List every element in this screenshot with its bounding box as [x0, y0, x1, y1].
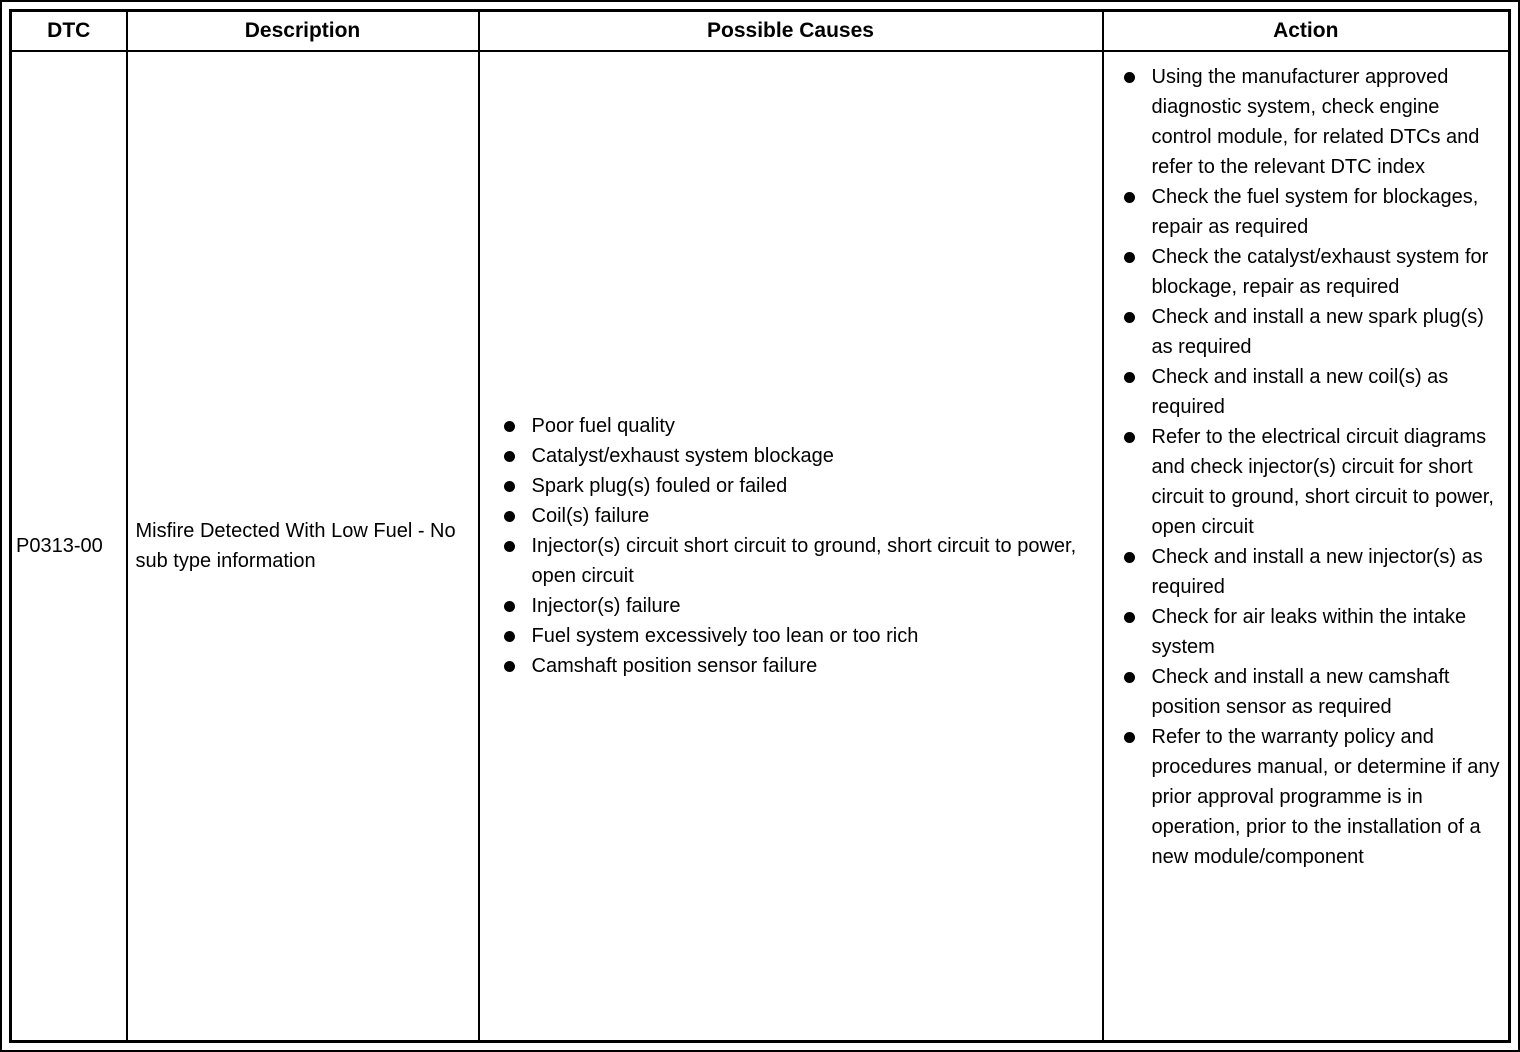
list-item	[1122, 182, 1501, 242]
bullet-icon	[1124, 432, 1135, 443]
list-item	[1122, 62, 1501, 182]
list-item-text: Check the fuel system for blockages, repair as required	[1151, 185, 1479, 238]
list-item-text: Coil(s) failure	[531, 504, 650, 527]
bullet-icon	[1124, 612, 1135, 623]
list-item	[502, 531, 1092, 591]
list-item-text: Catalyst/exhaust system blockage	[531, 444, 834, 467]
table-row	[11, 51, 1510, 1042]
list-item	[1122, 542, 1501, 602]
list-item	[1122, 362, 1501, 422]
column-header-dtc: DTC	[11, 11, 127, 51]
list-item	[502, 651, 1092, 681]
list-item	[1122, 302, 1501, 362]
possible-causes-cell	[479, 51, 1103, 1042]
list-item	[1122, 602, 1501, 662]
bullet-icon	[1124, 552, 1135, 563]
description-text: Misfire Detected With Low Fuel - No sub type information	[135, 519, 456, 572]
list-item	[1122, 242, 1501, 302]
list-item-text: Check and install a new camshaft position sensor as required	[1151, 665, 1450, 718]
description-cell	[127, 51, 479, 1042]
list-item	[502, 501, 1092, 531]
list-item	[1122, 662, 1501, 722]
list-item	[502, 411, 1092, 441]
bullet-icon	[1124, 732, 1135, 743]
possible-causes-list	[494, 411, 1092, 681]
list-item	[502, 591, 1092, 621]
table-header-row	[11, 11, 1510, 51]
list-item	[502, 471, 1092, 501]
list-item-text: Camshaft position sensor failure	[531, 654, 818, 677]
list-item-text: Spark plug(s) fouled or failed	[531, 474, 788, 497]
dtc-code: P0313-00	[16, 534, 103, 557]
action-list	[1114, 62, 1501, 872]
list-item-text: Check and install a new spark plug(s) as required	[1151, 305, 1484, 358]
list-item	[1122, 422, 1501, 542]
bullet-icon	[504, 661, 515, 672]
bullet-icon	[1124, 192, 1135, 203]
list-item-text: Refer to the warranty policy and procedures manual, or determine if any prior approval programme is in operation, prior to the installation of a new module/component	[1151, 725, 1500, 868]
bullet-icon	[1124, 672, 1135, 683]
list-item-text: Check for air leaks within the intake system	[1151, 605, 1467, 658]
bullet-icon	[504, 421, 515, 432]
bullet-icon	[504, 601, 515, 612]
dtc-cell	[11, 51, 127, 1042]
bullet-icon	[504, 511, 515, 522]
list-item-text: Using the manufacturer approved diagnostic system, check engine control module, for related DTCs and refer to the relevant DTC index	[1151, 65, 1480, 178]
list-item-text: Fuel system excessively too lean or too rich	[531, 624, 919, 647]
bullet-icon	[1124, 72, 1135, 83]
column-header-description: Description	[127, 11, 479, 51]
list-item-text: Poor fuel quality	[531, 414, 675, 437]
column-header-action: Action	[1103, 11, 1510, 51]
list-item	[502, 441, 1092, 471]
bullet-icon	[504, 541, 515, 552]
bullet-icon	[1124, 312, 1135, 323]
list-item	[1122, 722, 1501, 872]
list-item-text: Injector(s) failure	[531, 594, 681, 617]
action-cell	[1103, 51, 1510, 1042]
list-item-text: Refer to the electrical circuit diagrams and check injector(s) circuit for short circuit to ground, short circuit to power, open circuit	[1151, 425, 1494, 538]
bullet-icon	[1124, 372, 1135, 383]
list-item-text: Check and install a new coil(s) as required	[1151, 365, 1449, 418]
list-item	[502, 621, 1092, 651]
dtc-table	[9, 9, 1511, 1043]
bullet-icon	[504, 631, 515, 642]
bullet-icon	[1124, 252, 1135, 263]
list-item-text: Injector(s) circuit short circuit to ground, short circuit to power, open circuit	[531, 534, 1077, 587]
column-header-possible-causes: Possible Causes	[479, 11, 1103, 51]
bullet-icon	[504, 451, 515, 462]
bullet-icon	[504, 481, 515, 492]
list-item-text: Check and install a new injector(s) as required	[1151, 545, 1483, 598]
list-item-text: Check the catalyst/exhaust system for blockage, repair as required	[1151, 245, 1489, 298]
